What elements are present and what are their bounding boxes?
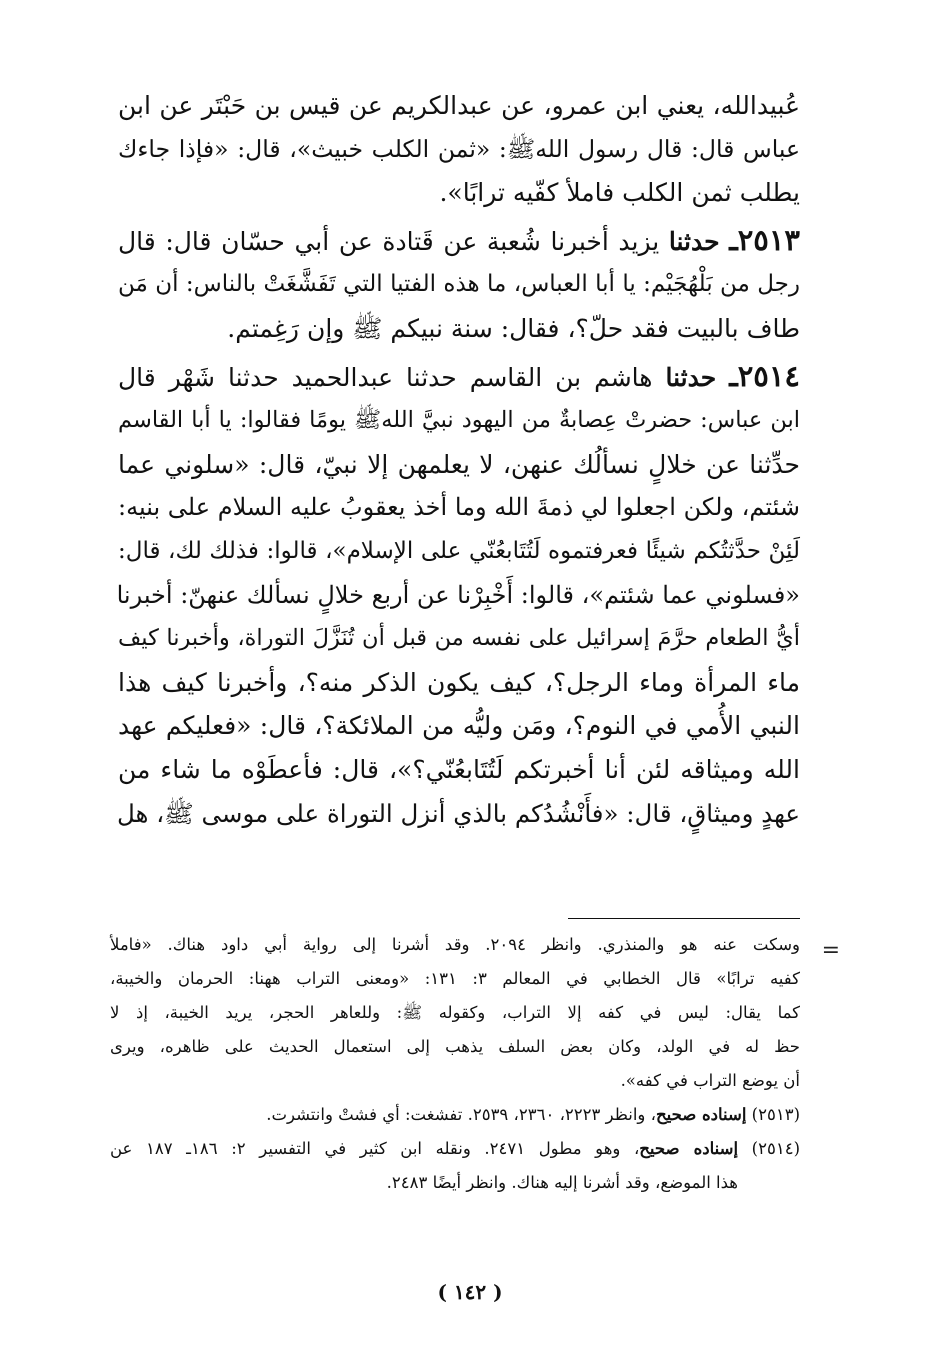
footnote-line: حظ له في الولد، وكان بعض السلف يذهب إلى استعمال الحديث على ظاهره، ويرى: [110, 1037, 800, 1056]
footnote-line: هذا الموضع، وقد أشرنا إليه هناك. وانظر أيضًا ٢٤٨٣.: [386, 1173, 738, 1192]
hadith-first-line: [118, 219, 800, 264]
footnotes: [110, 928, 800, 1200]
text-line: الله وميثاقه لئن أنا أخبرتكم لَتُتَابعُنّي؟»، قال: فأعطَوْه ما شاء من: [118, 754, 800, 784]
footnote-text: ، وانظر ٢٢٢٣، ٢٣٦٠، ٢٥٣٩. تفشغت: أي فشتْ وانتشرت.: [266, 1105, 656, 1124]
text-line: عهدٍ وميثاقٍ، قال: «فأَنْشُدُكم بالذي أنزل التوراة على موسى ﷺ، هل: [116, 798, 800, 828]
text-line: ماء المرأة وماء الرجل؟، كيف يكون الذكر منه؟، وأخبرنا كيف هذا: [118, 667, 800, 697]
footnote-2513: [110, 1098, 800, 1132]
page-number: ( ١٤٢ ): [437, 1280, 503, 1304]
footnote-line: كفيه ترابًا» قال الخطابي في المعالم ٣: ١٣١: «ومعنى التراب ههنا: الحرمان والخيبة،: [110, 969, 800, 988]
footnote-line: وسكت عنه هو والمنذري. وانظر ٢٠٩٤. وقد أشرنا إلى رواية أبي داود هناك. «فاملأ: [110, 935, 800, 954]
footnote-ref: (٢٥١٣): [751, 1105, 800, 1124]
text-line: شئتم، ولكن اجعلوا لي ذمةَ الله وما أخذ يعقوبُ عليه السلام على بنيه:: [118, 493, 800, 522]
footnote-line: [110, 1132, 800, 1166]
footnote-continuation: [110, 928, 800, 1098]
hadith-2513: [118, 219, 800, 351]
footnote-grade: إسناده صحيح: [639, 1139, 739, 1158]
text-line: لَئِنْ حدَّثتُكم شيئًا فعرفتموه لَتُتَابعُنّي على الإسلام»، قالوا: فذلك لك، قال:: [118, 537, 800, 564]
footnote-2514: [110, 1132, 800, 1200]
text-line: النبي الأُمي في النوم؟، ومَن وليُّه من الملائكة؟، قال: «فعليكم عهد: [118, 711, 800, 741]
text-line: عُبيدالله، يعني ابن عمرو، عن عبدالكريم عن قيس بن حَبْتَر عن ابن: [118, 91, 800, 120]
footnote-line: كما يقال: ليس في كفه إلا التراب، وكقوله ﷺ: وللعاهر الحجر، يريد الخيبة، إذ لا: [110, 1003, 800, 1022]
text-line: حدِّثنا عن خلالٍ نسألُك عنهن، لا يعلمهن إلا نبيّ، قال: «سلوني عما: [118, 449, 800, 479]
text-line: عباس قال: قال رسول اللهﷺ: «ثمن الكلب خبيث»، قال: «فإذا جاءك: [118, 134, 800, 163]
text-line: يطلب ثمن الكلب فاملأ كفّيه ترابًا».: [439, 178, 800, 208]
hadith-keyword: حدثنا: [668, 226, 720, 256]
text-line: طاف بالبيت فقد حلّ؟، فقال: سنة نبيكم ﷺ وإن رَغِمتم.: [227, 313, 800, 343]
hadith-number: ٢٥١٤ـ: [729, 358, 801, 393]
hadith-number: ٢٥١٣ـ: [729, 222, 800, 257]
text-line: أيُّ الطعام حرَّمَ إسرائيل على نفسه من قبل أن تُنَزَّلَ التوراة، وأخبرنا كيف: [118, 625, 800, 652]
hadith-keyword: حدثنا: [665, 362, 717, 392]
hadith-text: يزيد أخبرنا شُعبة عن قَتادة عن أبي حسّان قال: قال: [118, 226, 660, 256]
text-line: رجل من بَلْهُجَيْم: يا أبا العباس، ما هذه الفتيا التي تَفَشَّغَتْ بالناس: أن مَن: [118, 271, 800, 298]
hadith-text: هاشم بن القاسم حدثنا عبدالحميد حدثنا شَهْر قال: [118, 362, 653, 392]
hadith-first-line: [118, 355, 800, 400]
footnote-grade: إسناده صحيح: [655, 1105, 747, 1124]
text-line: ابن عباس: حضرتْ عِصابةٌ من اليهود نبيَّ اللهﷺ يومًا فقالوا: يا أبا القاسم: [118, 407, 800, 434]
text-line: «فسلوني عما شئتم»، قالوا: أَخْبِرْنا عن أربع خلالٍ نسألك عنهنّ: أخبرنا: [116, 580, 800, 609]
footnote-ref: (٢٥١٤): [751, 1139, 800, 1158]
main-text: [118, 84, 800, 835]
footnote-line: [110, 1098, 800, 1132]
footnote-line: أن يوضع التراب في كفه».: [620, 1071, 800, 1090]
footnote-text: ، وهو مطول ٢٤٧١. ونقله ابن كثير في التفسير ٢: ١٨٦ـ ١٨٧ عن: [110, 1139, 640, 1158]
hadith-2514: [118, 355, 800, 836]
footnote-continuation-mark: =: [821, 938, 840, 963]
intro-paragraph: [118, 84, 800, 215]
footnote-separator: [568, 918, 800, 919]
